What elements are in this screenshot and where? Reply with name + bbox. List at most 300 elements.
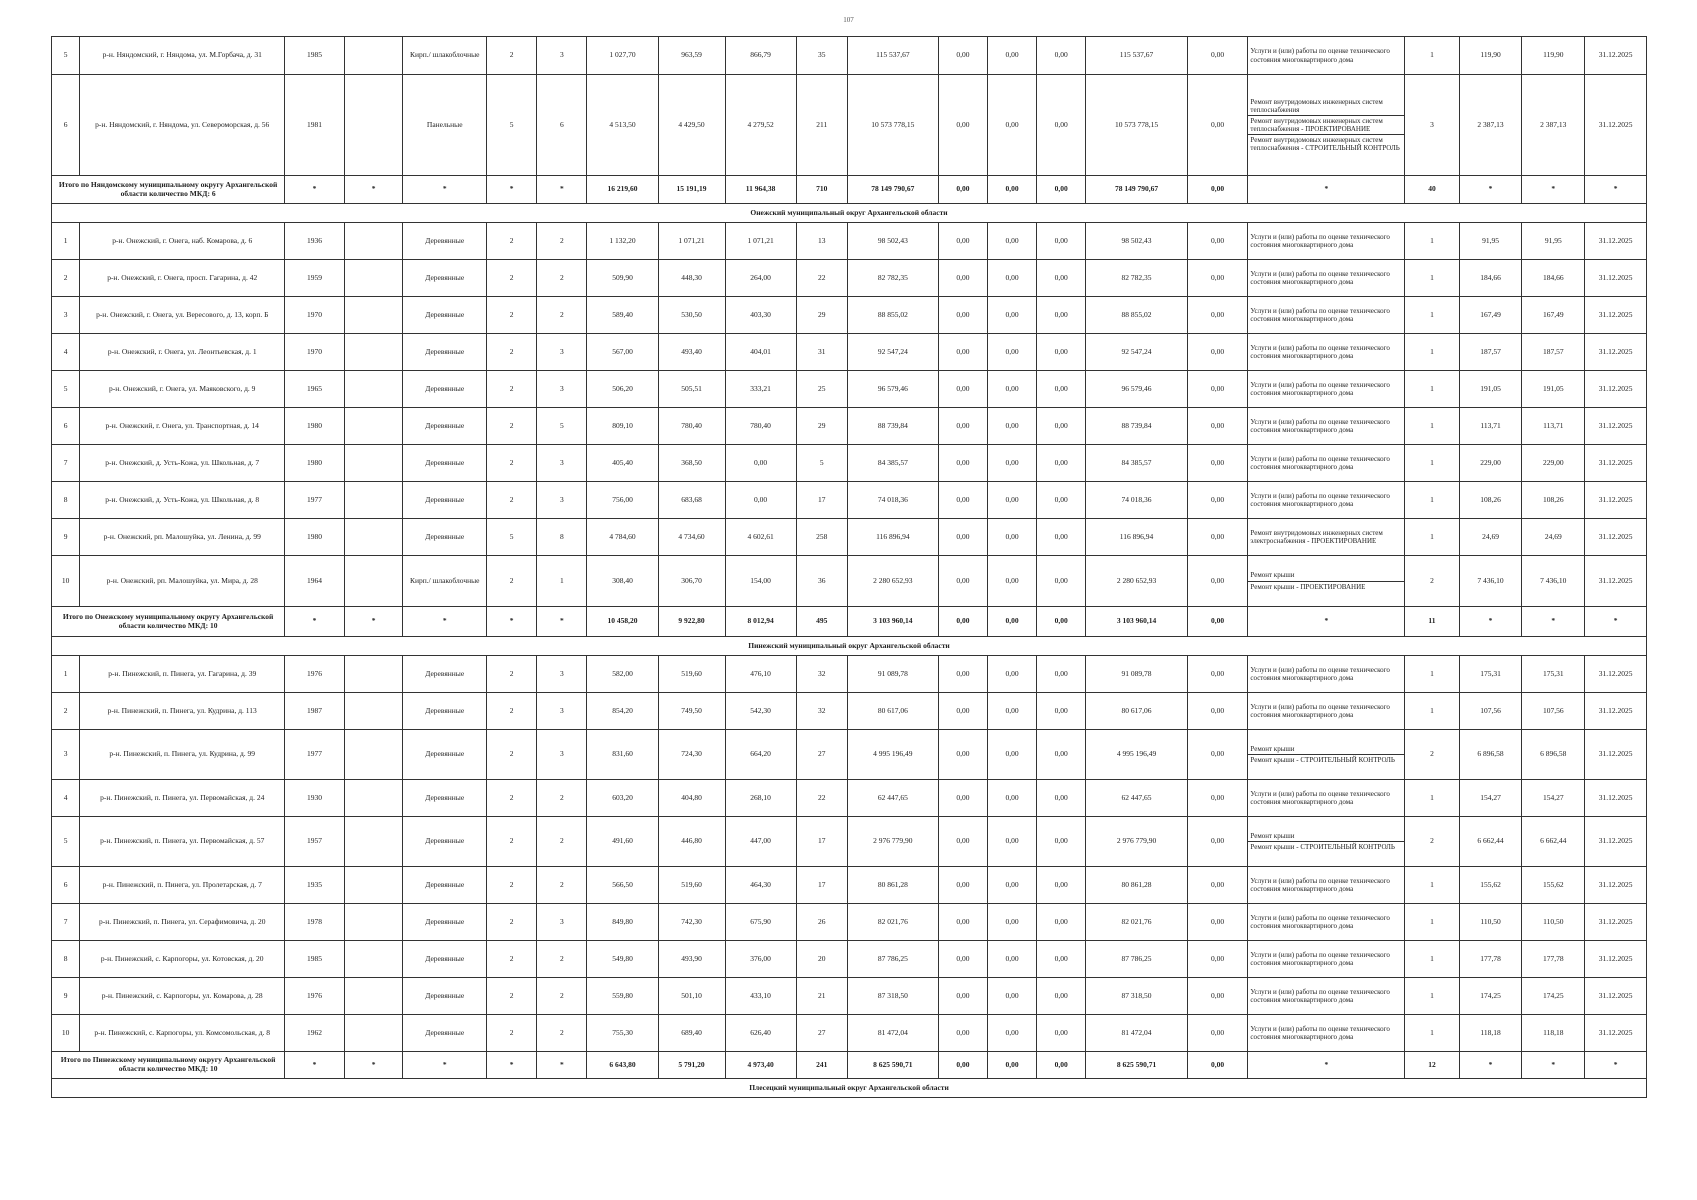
funding-owners: 116 896,94 bbox=[1086, 519, 1187, 556]
work-types-cell bbox=[1248, 556, 1405, 607]
year-built: 1980 bbox=[285, 519, 345, 556]
residential-area: 519,60 bbox=[658, 656, 725, 693]
limit-cost: 155,62 bbox=[1522, 867, 1585, 904]
funding-regional: 0,00 bbox=[988, 1015, 1037, 1052]
total-row bbox=[52, 176, 1647, 204]
table-row bbox=[52, 867, 1647, 904]
row-number: 8 bbox=[52, 482, 80, 519]
funding-owners: 80 617,06 bbox=[1086, 693, 1187, 730]
limit-cost: 24,69 bbox=[1522, 519, 1585, 556]
total-area: 559,80 bbox=[587, 978, 658, 1015]
work-type-item: Услуги и (или) работы по оценке технического состояния многоквартирного дома bbox=[1250, 950, 1390, 967]
residents-count: 26 bbox=[796, 904, 847, 941]
completion-date: 31.12.2025 bbox=[1585, 260, 1647, 297]
work-type-item: Ремонт крыши - ПРОЕКТИРОВАНИЕ bbox=[1250, 582, 1366, 591]
funding-regional: 0,00 bbox=[988, 656, 1037, 693]
total-c1: 0,00 bbox=[938, 176, 987, 204]
total-cost: 82 782,35 bbox=[847, 260, 938, 297]
limit-cost: 118,18 bbox=[1522, 1015, 1585, 1052]
total-area: 603,20 bbox=[587, 780, 658, 817]
residential-area: 742,30 bbox=[658, 904, 725, 941]
floors-count: 2 bbox=[487, 978, 537, 1015]
address-cell: р-н. Пинежский, п. Пинега, ул. Серафимовича, д. 20 bbox=[80, 904, 285, 941]
section-title: Плесецкий муниципальный округ Архангельской области bbox=[52, 1079, 1647, 1098]
limit-cost: 154,27 bbox=[1522, 780, 1585, 817]
total-c3: 0,00 bbox=[1037, 607, 1086, 637]
funding-federal: 0,00 bbox=[938, 260, 987, 297]
year-renovated bbox=[344, 223, 403, 260]
funding-local: 0,00 bbox=[1037, 519, 1086, 556]
floors-count: 5 bbox=[487, 75, 537, 176]
funding-owners: 88 739,84 bbox=[1086, 408, 1187, 445]
total-cost: 3 103 960,14 bbox=[847, 607, 938, 637]
completion-date: 31.12.2025 bbox=[1585, 445, 1647, 482]
work-units: 1 bbox=[1405, 482, 1459, 519]
work-type-item: Ремонт внутридомовых инженерных систем теплоснабжения - СТРОИТЕЛЬНЫЙ КОНТРОЛЬ bbox=[1250, 136, 1400, 153]
work-units: 2 bbox=[1405, 730, 1459, 780]
funding-local: 0,00 bbox=[1037, 371, 1086, 408]
total-c5: 0,00 bbox=[1187, 176, 1248, 204]
year-built: 1985 bbox=[285, 941, 345, 978]
floors-count: 2 bbox=[487, 260, 537, 297]
completion-date: 31.12.2025 bbox=[1585, 223, 1647, 260]
completion-date: 31.12.2025 bbox=[1585, 656, 1647, 693]
total-wall: * bbox=[403, 1052, 487, 1079]
work-types-cell bbox=[1248, 780, 1405, 817]
funding-federal: 0,00 bbox=[938, 656, 987, 693]
funding-owners: 87 318,50 bbox=[1086, 978, 1187, 1015]
total-row bbox=[52, 1052, 1647, 1079]
limit-cost: 177,78 bbox=[1522, 941, 1585, 978]
work-type-item: Услуги и (или) работы по оценке технического состояния многоквартирного дома bbox=[1250, 491, 1390, 508]
total-area: 809,10 bbox=[587, 408, 658, 445]
total-area: 506,20 bbox=[587, 371, 658, 408]
row-number: 10 bbox=[52, 556, 80, 607]
floors-count: 5 bbox=[487, 519, 537, 556]
work-types-cell bbox=[1248, 408, 1405, 445]
residents-count: 5 bbox=[796, 445, 847, 482]
specific-cost: 191,05 bbox=[1459, 371, 1522, 408]
page-number: 107 bbox=[843, 16, 854, 24]
year-renovated bbox=[344, 334, 403, 371]
total-date: * bbox=[1585, 1052, 1647, 1079]
work-type-item: Услуги и (или) работы по оценке технического состояния многоквартирного дома bbox=[1250, 665, 1390, 682]
private-area: 542,30 bbox=[725, 693, 796, 730]
funding-owners: 96 579,46 bbox=[1086, 371, 1187, 408]
address-cell: р-н. Онежский, г. Онега, ул. Транспортная, д. 14 bbox=[80, 408, 285, 445]
total-units: 12 bbox=[1405, 1052, 1459, 1079]
total-year: * bbox=[285, 607, 345, 637]
funding-other: 0,00 bbox=[1187, 223, 1248, 260]
funding-federal: 0,00 bbox=[938, 37, 987, 75]
work-type-item: Услуги и (или) работы по оценке технического состояния многоквартирного дома bbox=[1250, 702, 1390, 719]
completion-date: 31.12.2025 bbox=[1585, 297, 1647, 334]
total-area: 405,40 bbox=[587, 445, 658, 482]
year-built: 1959 bbox=[285, 260, 345, 297]
work-types-cell bbox=[1248, 730, 1405, 780]
address-cell: р-н. Пинежский, п. Пинега, ул. Гагарина, д. 39 bbox=[80, 656, 285, 693]
entrances-count: 2 bbox=[537, 260, 587, 297]
residents-count: 17 bbox=[796, 482, 847, 519]
total-wall: * bbox=[403, 607, 487, 637]
limit-cost: 167,49 bbox=[1522, 297, 1585, 334]
funding-other: 0,00 bbox=[1187, 730, 1248, 780]
private-area: 866,79 bbox=[725, 37, 796, 75]
address-cell: р-н. Няндомский, г. Няндома, ул. М.Горбача, д. 31 bbox=[80, 37, 285, 75]
residents-count: 22 bbox=[796, 780, 847, 817]
funding-local: 0,00 bbox=[1037, 693, 1086, 730]
year-renovated bbox=[344, 297, 403, 334]
total-cost: 84 385,57 bbox=[847, 445, 938, 482]
total-year: * bbox=[285, 176, 345, 204]
total-cost: 10 573 778,15 bbox=[847, 75, 938, 176]
wall-material: Деревянные bbox=[403, 223, 487, 260]
completion-date: 31.12.2025 bbox=[1585, 978, 1647, 1015]
funding-regional: 0,00 bbox=[988, 817, 1037, 867]
funding-federal: 0,00 bbox=[938, 445, 987, 482]
table-row bbox=[52, 223, 1647, 260]
work-types-cell bbox=[1248, 817, 1405, 867]
entrances-count: 3 bbox=[537, 482, 587, 519]
work-types-cell bbox=[1248, 75, 1405, 176]
funding-local: 0,00 bbox=[1037, 37, 1086, 75]
funding-local: 0,00 bbox=[1037, 445, 1086, 482]
funding-federal: 0,00 bbox=[938, 1015, 987, 1052]
completion-date: 31.12.2025 bbox=[1585, 482, 1647, 519]
work-type-item: Ремонт внутридомовых инженерных систем теплоснабжения - ПРОЕКТИРОВАНИЕ bbox=[1248, 116, 1404, 135]
total-area: 6 643,80 bbox=[587, 1052, 658, 1079]
work-types-cell bbox=[1248, 904, 1405, 941]
funding-regional: 0,00 bbox=[988, 904, 1037, 941]
total-floors: * bbox=[487, 1052, 537, 1079]
specific-cost: 175,31 bbox=[1459, 656, 1522, 693]
address-cell: р-н. Пинежский, с. Карпогоры, ул. Котовская, д. 20 bbox=[80, 941, 285, 978]
work-type-item: Услуги и (или) работы по оценке технического состояния многоквартирного дома bbox=[1250, 232, 1390, 249]
work-types-cell bbox=[1248, 519, 1405, 556]
funding-other: 0,00 bbox=[1187, 445, 1248, 482]
limit-cost: 187,57 bbox=[1522, 334, 1585, 371]
wall-material: Деревянные bbox=[403, 1015, 487, 1052]
section-title: Пинежский муниципальный округ Архангельской области bbox=[52, 637, 1647, 656]
total-area: 854,20 bbox=[587, 693, 658, 730]
funding-other: 0,00 bbox=[1187, 408, 1248, 445]
funding-other: 0,00 bbox=[1187, 75, 1248, 176]
total-cost: 115 537,67 bbox=[847, 37, 938, 75]
total-cost: 87 318,50 bbox=[847, 978, 938, 1015]
entrances-count: 8 bbox=[537, 519, 587, 556]
total-cost: 80 861,28 bbox=[847, 867, 938, 904]
year-renovated bbox=[344, 556, 403, 607]
funding-local: 0,00 bbox=[1037, 904, 1086, 941]
limit-cost: 113,71 bbox=[1522, 408, 1585, 445]
funding-other: 0,00 bbox=[1187, 37, 1248, 75]
year-built: 1935 bbox=[285, 867, 345, 904]
year-built: 1978 bbox=[285, 904, 345, 941]
private-area: 264,00 bbox=[725, 260, 796, 297]
work-units: 1 bbox=[1405, 297, 1459, 334]
total-cost: 4 995 196,49 bbox=[847, 730, 938, 780]
total-year: * bbox=[285, 1052, 345, 1079]
work-types-cell bbox=[1248, 978, 1405, 1015]
year-renovated bbox=[344, 482, 403, 519]
funding-regional: 0,00 bbox=[988, 334, 1037, 371]
limit-cost: 229,00 bbox=[1522, 445, 1585, 482]
funding-local: 0,00 bbox=[1037, 730, 1086, 780]
funding-owners: 62 447,65 bbox=[1086, 780, 1187, 817]
year-built: 1970 bbox=[285, 297, 345, 334]
floors-count: 2 bbox=[487, 656, 537, 693]
total-cost: 8 625 590,71 bbox=[847, 1052, 938, 1079]
total-cost: 116 896,94 bbox=[847, 519, 938, 556]
work-units: 1 bbox=[1405, 867, 1459, 904]
wall-material: Деревянные bbox=[403, 730, 487, 780]
private-area: 1 071,21 bbox=[725, 223, 796, 260]
residents-count: 13 bbox=[796, 223, 847, 260]
work-type-item: Ремонт крыши - СТРОИТЕЛЬНЫЙ КОНТРОЛЬ bbox=[1250, 843, 1395, 851]
row-number: 5 bbox=[52, 371, 80, 408]
wall-material: Деревянные bbox=[403, 334, 487, 371]
private-area: 626,40 bbox=[725, 1015, 796, 1052]
funding-owners: 87 786,25 bbox=[1086, 941, 1187, 978]
total-area_priv: 8 012,94 bbox=[725, 607, 796, 637]
table-row bbox=[52, 37, 1647, 75]
work-units: 1 bbox=[1405, 334, 1459, 371]
funding-owners: 80 861,28 bbox=[1086, 867, 1187, 904]
work-units: 3 bbox=[1405, 75, 1459, 176]
funding-owners: 115 537,67 bbox=[1086, 37, 1187, 75]
residents-count: 17 bbox=[796, 867, 847, 904]
funding-other: 0,00 bbox=[1187, 693, 1248, 730]
specific-cost: 119,90 bbox=[1459, 37, 1522, 75]
work-types-cell bbox=[1248, 867, 1405, 904]
completion-date: 31.12.2025 bbox=[1585, 1015, 1647, 1052]
year-built: 1980 bbox=[285, 445, 345, 482]
wall-material: Деревянные bbox=[403, 445, 487, 482]
residents-count: 258 bbox=[796, 519, 847, 556]
funding-local: 0,00 bbox=[1037, 223, 1086, 260]
private-area: 404,01 bbox=[725, 334, 796, 371]
funding-federal: 0,00 bbox=[938, 730, 987, 780]
funding-local: 0,00 bbox=[1037, 867, 1086, 904]
year-built: 1962 bbox=[285, 1015, 345, 1052]
limit-cost: 6 896,58 bbox=[1522, 730, 1585, 780]
total-spec: * bbox=[1459, 607, 1522, 637]
wall-material: Деревянные bbox=[403, 297, 487, 334]
completion-date: 31.12.2025 bbox=[1585, 904, 1647, 941]
private-area: 447,00 bbox=[725, 817, 796, 867]
residential-area: 519,60 bbox=[658, 867, 725, 904]
total-spec: * bbox=[1459, 1052, 1522, 1079]
funding-owners: 81 472,04 bbox=[1086, 1015, 1187, 1052]
completion-date: 31.12.2025 bbox=[1585, 408, 1647, 445]
floors-count: 2 bbox=[487, 817, 537, 867]
completion-date: 31.12.2025 bbox=[1585, 730, 1647, 780]
total-area_priv: 11 964,38 bbox=[725, 176, 796, 204]
section-header-row bbox=[52, 204, 1647, 223]
total-area: 549,80 bbox=[587, 941, 658, 978]
entrances-count: 3 bbox=[537, 693, 587, 730]
address-cell: р-н. Онежский, д. Усть-Кожа, ул. Школьная, д. 8 bbox=[80, 482, 285, 519]
address-cell: р-н. Онежский, г. Онега, ул. Вересового, д. 13, корп. Б bbox=[80, 297, 285, 334]
residential-area: 493,40 bbox=[658, 334, 725, 371]
year-renovated bbox=[344, 941, 403, 978]
year-built: 1970 bbox=[285, 334, 345, 371]
year-renovated bbox=[344, 867, 403, 904]
work-units: 1 bbox=[1405, 941, 1459, 978]
total-cost: 91 089,78 bbox=[847, 656, 938, 693]
wall-material: Панельные bbox=[403, 75, 487, 176]
work-type-item: Ремонт внутридомовых инженерных систем электроснабжения - ПРОЕКТИРОВАНИЕ bbox=[1250, 528, 1383, 545]
floors-count: 2 bbox=[487, 223, 537, 260]
private-area: 433,10 bbox=[725, 978, 796, 1015]
funding-owners: 74 018,36 bbox=[1086, 482, 1187, 519]
funding-regional: 0,00 bbox=[988, 408, 1037, 445]
funding-regional: 0,00 bbox=[988, 693, 1037, 730]
residential-area: 501,10 bbox=[658, 978, 725, 1015]
wall-material: Деревянные bbox=[403, 482, 487, 519]
address-cell: р-н. Пинежский, п. Пинега, ул. Пролетарская, д. 7 bbox=[80, 867, 285, 904]
residential-area: 530,50 bbox=[658, 297, 725, 334]
entrances-count: 3 bbox=[537, 37, 587, 75]
total-cost: 98 502,43 bbox=[847, 223, 938, 260]
work-types-cell bbox=[1248, 223, 1405, 260]
year-built: 1965 bbox=[285, 371, 345, 408]
residents-count: 36 bbox=[796, 556, 847, 607]
total-work-type: * bbox=[1248, 607, 1405, 637]
residents-count: 32 bbox=[796, 656, 847, 693]
limit-cost: 184,66 bbox=[1522, 260, 1585, 297]
limit-cost: 7 436,10 bbox=[1522, 556, 1585, 607]
total-area: 16 219,60 bbox=[587, 176, 658, 204]
total-area: 756,00 bbox=[587, 482, 658, 519]
funding-other: 0,00 bbox=[1187, 978, 1248, 1015]
completion-date: 31.12.2025 bbox=[1585, 693, 1647, 730]
wall-material: Деревянные bbox=[403, 371, 487, 408]
table-body bbox=[52, 37, 1647, 1098]
year-renovated bbox=[344, 260, 403, 297]
total-area: 849,80 bbox=[587, 904, 658, 941]
address-cell: р-н. Пинежский, п. Пинега, ул. Первомайская, д. 24 bbox=[80, 780, 285, 817]
funding-owners: 2 976 779,90 bbox=[1086, 817, 1187, 867]
address-cell: р-н. Онежский, г. Онега, ул. Леонтьевская, д. 1 bbox=[80, 334, 285, 371]
row-number: 10 bbox=[52, 1015, 80, 1052]
table-row bbox=[52, 75, 1647, 176]
residents-count: 25 bbox=[796, 371, 847, 408]
funding-owners: 82 021,76 bbox=[1086, 904, 1187, 941]
entrances-count: 2 bbox=[537, 978, 587, 1015]
total-cost: 88 855,02 bbox=[847, 297, 938, 334]
row-number: 9 bbox=[52, 519, 80, 556]
total-area: 4 513,50 bbox=[587, 75, 658, 176]
wall-material: Деревянные bbox=[403, 693, 487, 730]
floors-count: 2 bbox=[487, 780, 537, 817]
residential-area: 689,40 bbox=[658, 1015, 725, 1052]
funding-federal: 0,00 bbox=[938, 223, 987, 260]
entrances-count: 2 bbox=[537, 780, 587, 817]
funding-other: 0,00 bbox=[1187, 519, 1248, 556]
year-renovated bbox=[344, 656, 403, 693]
total-area_priv: 4 973,40 bbox=[725, 1052, 796, 1079]
limit-cost: 119,90 bbox=[1522, 37, 1585, 75]
residential-area: 404,80 bbox=[658, 780, 725, 817]
table-row bbox=[52, 556, 1647, 607]
row-number: 3 bbox=[52, 730, 80, 780]
floors-count: 2 bbox=[487, 730, 537, 780]
floors-count: 2 bbox=[487, 297, 537, 334]
private-area: 0,00 bbox=[725, 482, 796, 519]
year-renovated bbox=[344, 904, 403, 941]
funding-federal: 0,00 bbox=[938, 334, 987, 371]
private-area: 403,30 bbox=[725, 297, 796, 334]
entrances-count: 3 bbox=[537, 445, 587, 482]
funding-local: 0,00 bbox=[1037, 334, 1086, 371]
row-number: 7 bbox=[52, 904, 80, 941]
specific-cost: 187,57 bbox=[1459, 334, 1522, 371]
limit-cost: 108,26 bbox=[1522, 482, 1585, 519]
wall-material: Деревянные bbox=[403, 941, 487, 978]
residents-count: 29 bbox=[796, 297, 847, 334]
residents-count: 29 bbox=[796, 408, 847, 445]
row-number: 3 bbox=[52, 297, 80, 334]
year-built: 1977 bbox=[285, 730, 345, 780]
year-renovated bbox=[344, 780, 403, 817]
funding-federal: 0,00 bbox=[938, 371, 987, 408]
work-units: 1 bbox=[1405, 37, 1459, 75]
funding-owners: 98 502,43 bbox=[1086, 223, 1187, 260]
year-renovated bbox=[344, 408, 403, 445]
row-number: 7 bbox=[52, 445, 80, 482]
funding-federal: 0,00 bbox=[938, 519, 987, 556]
funding-federal: 0,00 bbox=[938, 780, 987, 817]
total-cost: 62 447,65 bbox=[847, 780, 938, 817]
work-type-item: Услуги и (или) работы по оценке технического состояния многоквартирного дома bbox=[1250, 306, 1390, 323]
specific-cost: 108,26 bbox=[1459, 482, 1522, 519]
table-row bbox=[52, 730, 1647, 780]
private-area: 376,00 bbox=[725, 941, 796, 978]
work-units: 2 bbox=[1405, 817, 1459, 867]
funding-owners: 4 995 196,49 bbox=[1086, 730, 1187, 780]
specific-cost: 91,95 bbox=[1459, 223, 1522, 260]
table-row bbox=[52, 260, 1647, 297]
funding-owners: 82 782,35 bbox=[1086, 260, 1187, 297]
year-renovated bbox=[344, 37, 403, 75]
funding-federal: 0,00 bbox=[938, 408, 987, 445]
table-row bbox=[52, 941, 1647, 978]
total-c4: 8 625 590,71 bbox=[1086, 1052, 1187, 1079]
wall-material: Деревянные bbox=[403, 260, 487, 297]
work-units: 1 bbox=[1405, 260, 1459, 297]
total-people: 241 bbox=[796, 1052, 847, 1079]
floors-count: 2 bbox=[487, 867, 537, 904]
work-type-item: Ремонт крыши bbox=[1248, 831, 1404, 842]
work-type-item: Услуги и (или) работы по оценке технического состояния многоквартирного дома bbox=[1250, 269, 1390, 286]
private-area: 154,00 bbox=[725, 556, 796, 607]
funding-regional: 0,00 bbox=[988, 482, 1037, 519]
floors-count: 2 bbox=[487, 408, 537, 445]
work-type-item: Услуги и (или) работы по оценке технического состояния многоквартирного дома bbox=[1250, 789, 1390, 806]
residential-area: 963,59 bbox=[658, 37, 725, 75]
funding-local: 0,00 bbox=[1037, 941, 1086, 978]
residential-area: 4 429,50 bbox=[658, 75, 725, 176]
total-cost: 2 976 779,90 bbox=[847, 817, 938, 867]
table-row bbox=[52, 371, 1647, 408]
year-built: 1985 bbox=[285, 37, 345, 75]
residential-area: 446,80 bbox=[658, 817, 725, 867]
floors-count: 2 bbox=[487, 371, 537, 408]
funding-local: 0,00 bbox=[1037, 482, 1086, 519]
funding-local: 0,00 bbox=[1037, 817, 1086, 867]
work-units: 1 bbox=[1405, 519, 1459, 556]
